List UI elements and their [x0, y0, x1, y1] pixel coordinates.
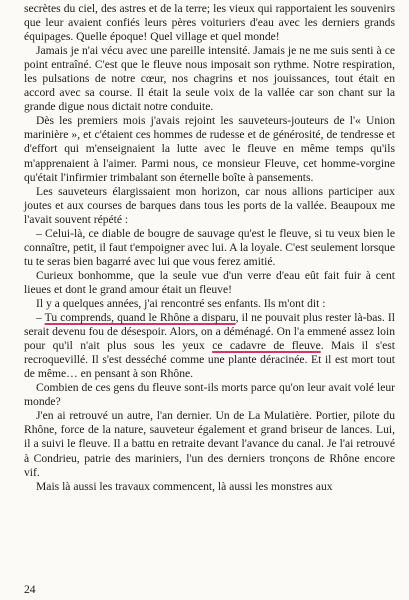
paragraph-7: Il y a quelques années, j'ai rencontré ses enfants. Ils m'ont dit :: [36, 296, 326, 310]
paragraph-6: Curieux bonhomme, que la seule vue d'un verre d'eau eût fait fuir à cent lieues et dont le grand amour était un fleuve!: [24, 268, 395, 296]
paragraph-4: Les sauveteurs élargissaient mon horizon, car nous allions participer aux joutes et aux courses de barques dans tous les ports de la vallée. Beaupoux me l'avait souvent répété :: [24, 184, 395, 226]
body-text: [24, 2, 395, 494]
highlight-rhone-disparu: Tu comprends, quand le Rhône a disparu: [44, 311, 236, 325]
paragraph-10: J'en ai retrouvé un autre, l'an dernier. Un de La Mulatière. Portier, pilote du Rhône, force de la nature, sauveteur également et grand briseur de lances. Lui, il a suivi le fleuve. Il a battu en retraite devant l'avance du canal. Je l'ai retrouvé à Condrieu, patrie des mariniers, l'un des derniers tronçons de Rhône encore vif.: [24, 409, 395, 479]
paragraph-2: Jamais je n'ai vécu avec une pareille intensité. Jamais je ne me suis senti à ce point entraîné. C'est que le fleuve nous imposait son rythme. Notre respiration, les pulsations de notre cœur, nos chagrins et nos jouissances, tout était en accord avec sa course. Il était la seule voix de la vallée car son chant sur la grande digue nous dictait notre conduite.: [24, 44, 395, 114]
quote-end: . Mais il s'est recroquevillé. Il s'est desséché comme une plante déracinée. Et il est mort tout de même… en pensant à son Rhône.: [24, 339, 396, 381]
quote-dash: –: [36, 311, 45, 325]
paragraph-3: Dès les premiers mois j'avais rejoint les sauveteurs-jouteurs de l'« Union marinière », et c'étaient ces hommes de rudesse et de générosité, de tendresse et d'effort qui m'enseignaient la lutte avec le fleuve en même temps qu'ils m'apprenaient à l'aimer. Parmi nous, ce monsieur Fleuve, cet homme-vorgine qu'était l'infirmier trimbalant son éternelle boîte à pansements.: [24, 114, 395, 184]
paragraph-1: secrètes du ciel, des astres et de la terre; les vieux qui rapportaient les souvenirs que leur avaient confiés leurs pères voituriers d'eau avec les derniers grands équipages. Quelle époque! Quel village et quel monde!: [24, 2, 395, 44]
paragraph-5-quote: – Celui-là, ce diable de bougre de sauvage qu'est le fleuve, si tu veux bien le connaître, petit, il faut t'empoigner avec lui. A la loyale. C'est seulement lorsque tu te seras bien bagarré avec lui que vous ferez amitié.: [24, 226, 395, 268]
highlight-cadavre-de-fleuve: ce cadavre de fleuve: [212, 339, 321, 353]
page-number: 24: [24, 583, 36, 596]
quote-middle: , il ne pouvait plus rester là-bas. Il serait devenu fou de désespoir. Alors, on a déménagé. On l'a emmené assez loin pour qu'il n'ait plus sous les yeux: [24, 311, 395, 353]
paragraph-8-quote: [24, 311, 395, 381]
paragraph-9: Combien de ces gens du fleuve sont-ils morts parce qu'on leur avait volé leur monde?: [24, 381, 395, 409]
paragraph-11: Mais là aussi les travaux commencent, là aussi les monstres aux: [36, 479, 333, 493]
